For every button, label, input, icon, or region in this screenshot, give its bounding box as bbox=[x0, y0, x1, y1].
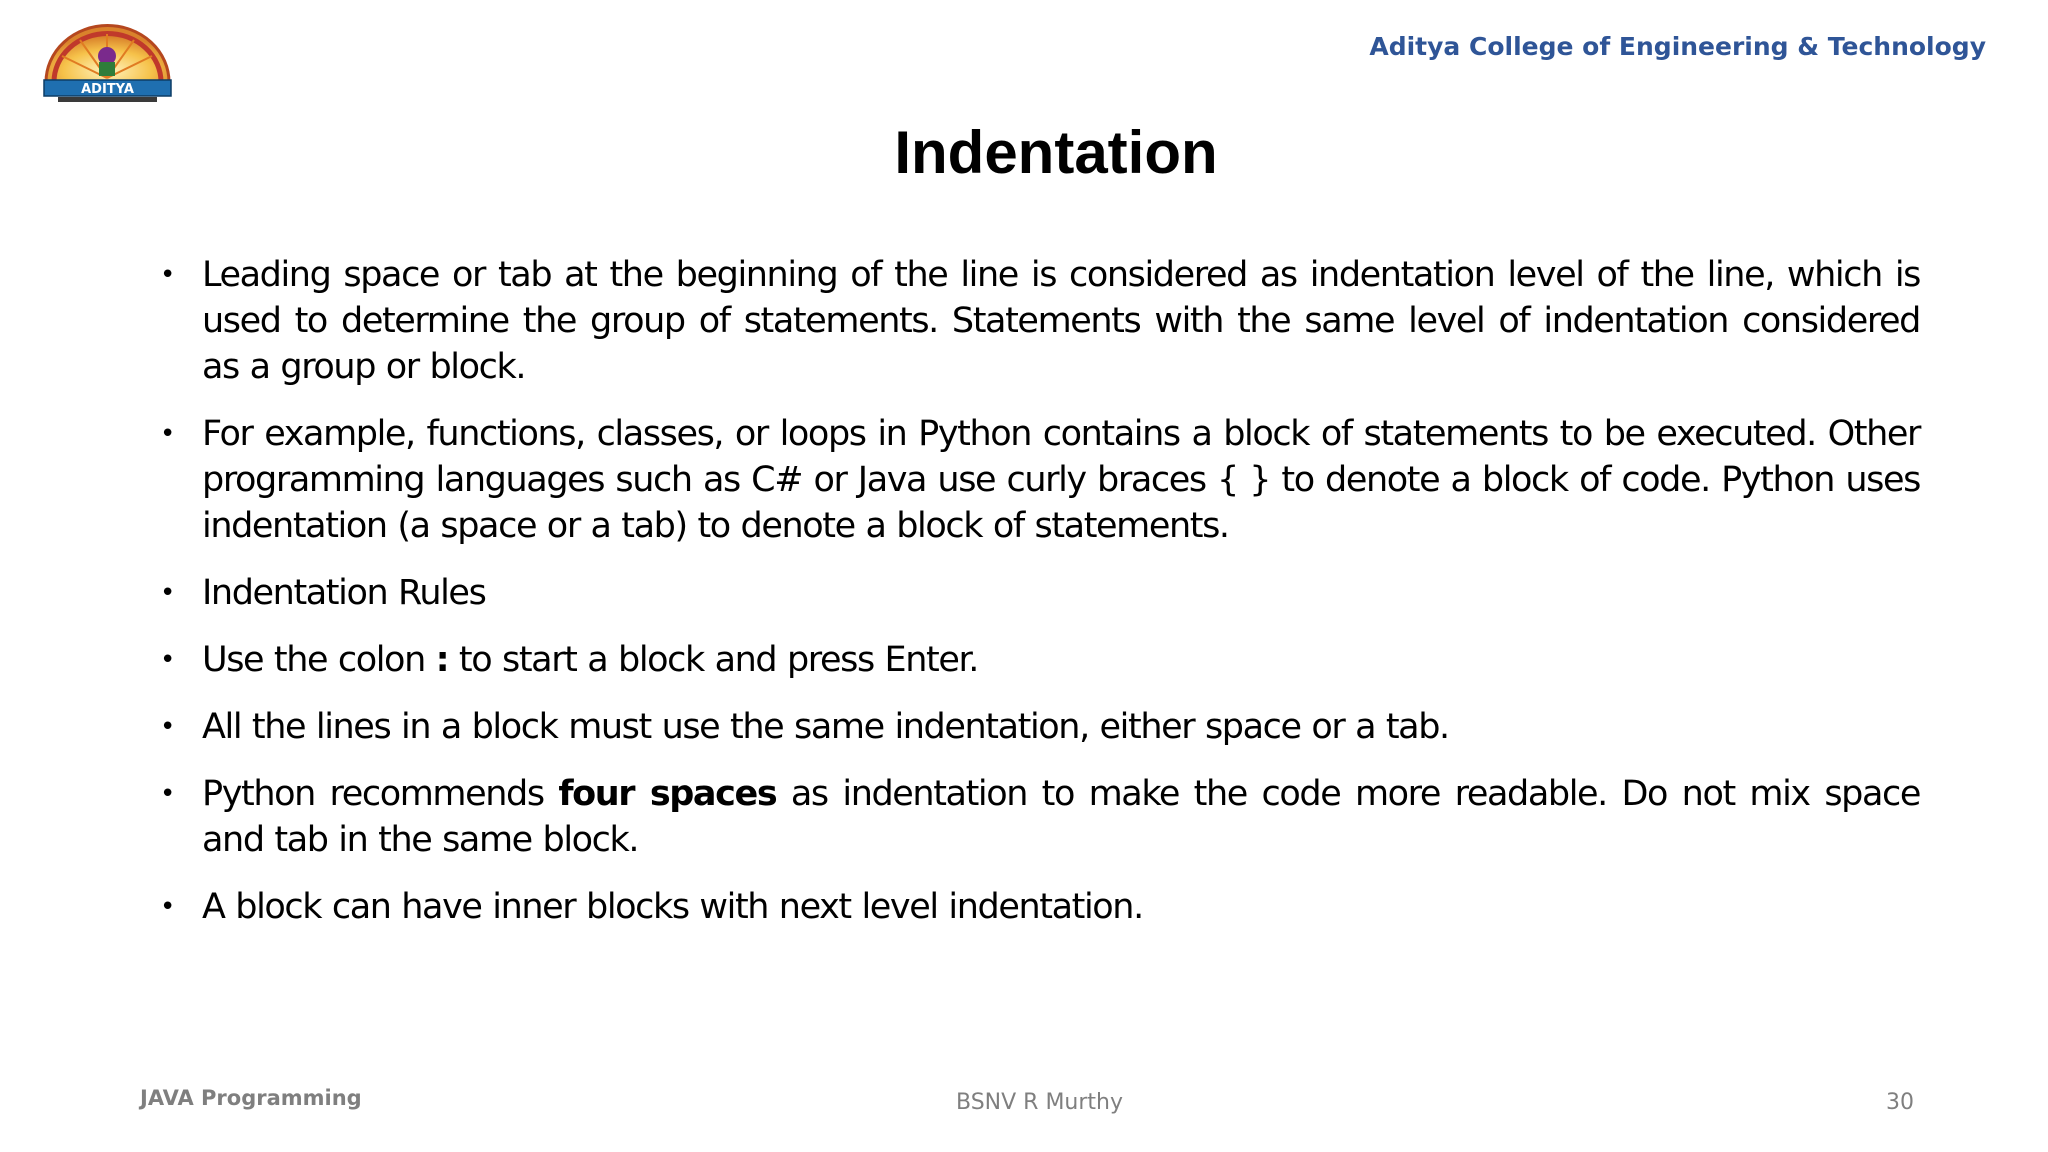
aditya-college-logo bbox=[40, 20, 175, 104]
bullet-icon: • bbox=[160, 578, 176, 608]
bullet-icon: • bbox=[160, 260, 176, 290]
bullet-text: All the lines in a block must use the same indentation, either space or a tab. bbox=[202, 707, 1449, 747]
page-number: 30 bbox=[1886, 1090, 1914, 1115]
footer-course: JAVA Programming bbox=[140, 1086, 362, 1110]
college-name: Aditya College of Engineering & Technology bbox=[1369, 32, 1986, 61]
bullet-text: A block can have inner blocks with next level indentation. bbox=[202, 887, 1143, 927]
bullet-text: Leading space or tab at the beginning of the line is considered as indentation level of the line, which is used to determine the group of statements. Statements with the same level of indentation considered as a group or block. bbox=[202, 255, 1920, 387]
bullet-text: Indentation Rules bbox=[202, 573, 486, 613]
list-item bbox=[160, 884, 1920, 930]
bullet-list bbox=[160, 252, 1920, 951]
bullet-text-bold: four spaces bbox=[558, 774, 777, 814]
list-item bbox=[160, 570, 1920, 616]
bullet-icon: • bbox=[160, 645, 176, 675]
slide-title: Indentation bbox=[894, 119, 1218, 186]
bullet-text-bold: : bbox=[435, 640, 449, 680]
list-item bbox=[160, 771, 1920, 863]
bullet-icon: • bbox=[160, 779, 176, 809]
bullet-icon: • bbox=[160, 712, 176, 742]
bullet-text bbox=[202, 637, 1920, 683]
svg-text:ADITYA: ADITYA bbox=[81, 82, 134, 97]
bullet-text-part: Python recommends bbox=[202, 774, 559, 814]
bullet-icon: • bbox=[160, 892, 176, 922]
bullet-text-part: Use the colon bbox=[202, 640, 436, 680]
list-item bbox=[160, 637, 1920, 683]
bullet-icon: • bbox=[160, 419, 176, 449]
bullet-text bbox=[202, 771, 1920, 863]
list-item bbox=[160, 411, 1920, 549]
list-item bbox=[160, 704, 1920, 750]
bullet-text-part: as indentation to make the code more readable. Do not mix space and tab in the same block. bbox=[202, 774, 1921, 860]
bullet-text-part: to start a block and press Enter. bbox=[448, 640, 978, 680]
footer-author: BSNV R Murthy bbox=[956, 1090, 1124, 1115]
bullet-text: For example, functions, classes, or loops in Python contains a block of statements to be executed. Other programming languages such as C# or Java use curly braces { } to denote a block of code. Python uses indentation (a space or a tab) to denote a block of statements. bbox=[202, 414, 1920, 546]
list-item bbox=[160, 252, 1920, 390]
